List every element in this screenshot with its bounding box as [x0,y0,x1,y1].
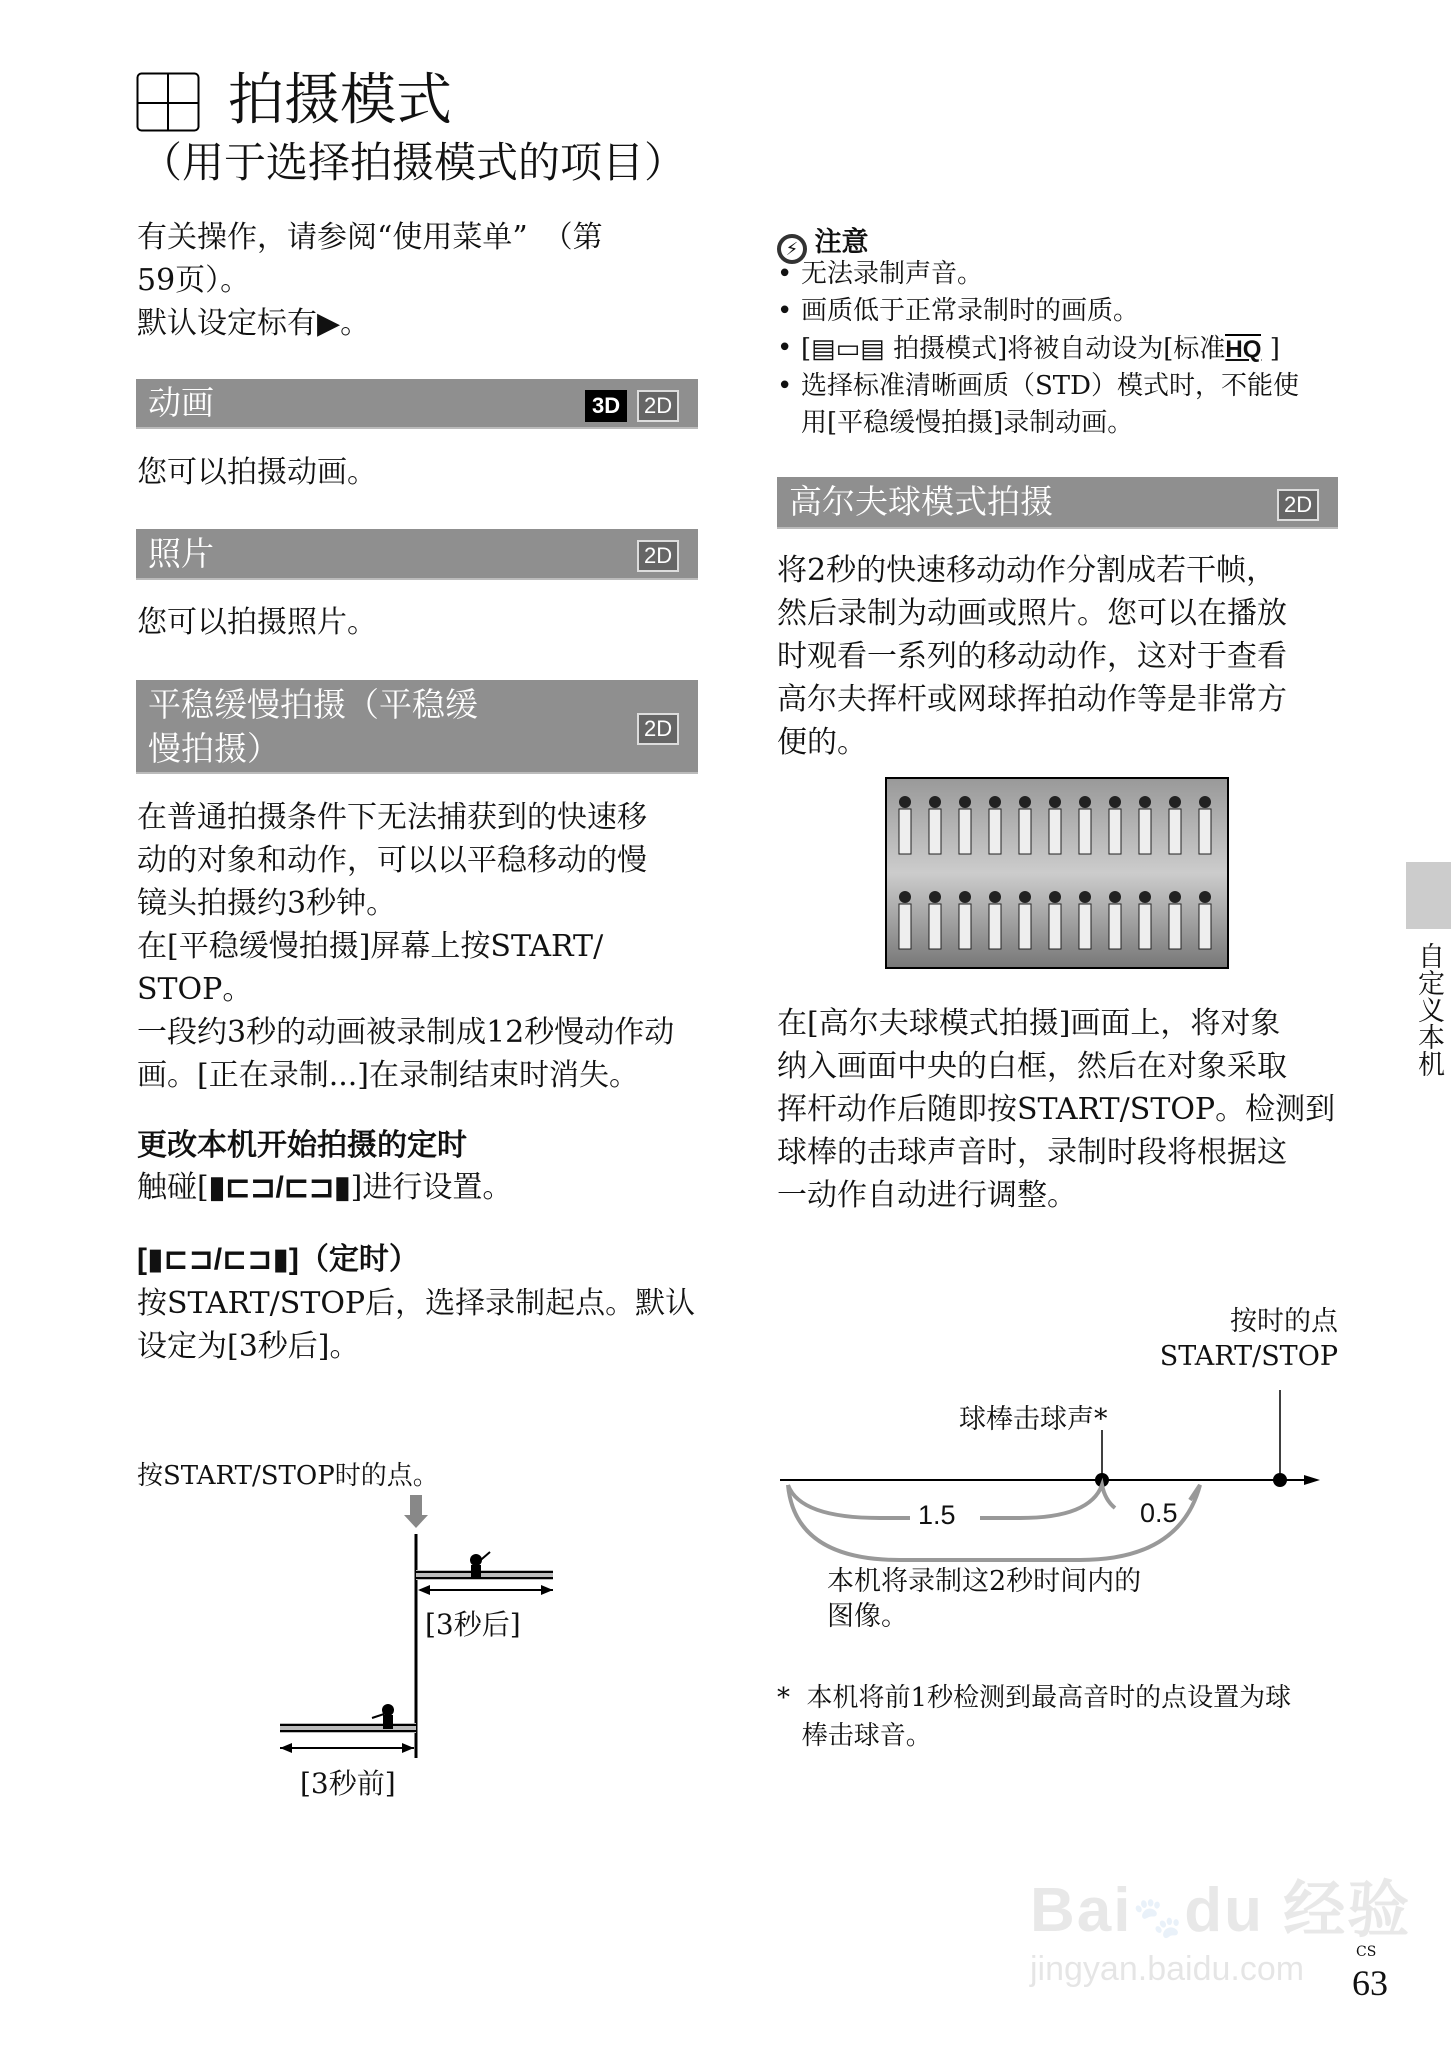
section-title: 平稳缓慢拍摄（平稳缓 [148,686,478,723]
text: ]（定时） [288,1243,419,1276]
note-title: 注意 [814,227,869,257]
text: [ [137,1243,147,1276]
footnote [777,1679,1291,1755]
page-subtitle: （用于选择拍摄模式的项目） [140,139,687,186]
impact-sound-label: 球棒击球声* [959,1404,1108,1435]
side-tab-label: 自定义本机 [1414,942,1444,1077]
section-title: 动画 [148,384,214,421]
golf-instructions [777,1002,1335,1217]
text-line: 便的。 [777,725,867,760]
text-line: 然后录制为动画或照片。您可以在播放 [777,596,1287,631]
text-line: 图像。 [827,1601,908,1632]
caution-icon: ⚡ [777,234,807,264]
timing-diagram [270,1490,570,1790]
section-title: 慢拍摄） [148,730,280,767]
section-bar-smooth-slow [136,680,698,774]
before-impact-duration: 1.5 [918,1500,956,1530]
note-item: • 画质低于正常录制时的画质。 [777,293,1337,330]
watermark-logo: Bai🐾du 经验 [1030,1876,1412,1945]
text-line: 画。[正在录制...]在录制结束时消失。 [137,1058,640,1093]
photo-description: 您可以拍摄照片。 [137,605,377,640]
timing-diagram-caption: 按START/STOP时的点。 [137,1461,439,1491]
after-3s-label: [3秒后] [425,1608,521,1641]
text-line: * 本机将前1秒检测到最高音时的点设置为球 [777,1683,1292,1713]
film-icon: ▤▭▤ [811,333,885,363]
golf-timeline [780,1380,1320,1570]
text-line: STOP。 [137,972,253,1007]
press-point [1273,1473,1287,1487]
text-line: 挥杆动作后随即按START/STOP。检测到 [777,1092,1336,1127]
text-line: 球棒的击球声音时，录制时段将根据这 [777,1135,1287,1170]
badge-2d: 2D [637,390,679,422]
down-arrow-icon [404,1495,428,1528]
section-bar-photo [136,529,698,580]
hq-icon: HQ [1225,336,1262,363]
badge-2d: 2D [1277,489,1319,521]
page-number: 63 [1352,1963,1388,2003]
watermark-url: jingyan.baidu.com [1030,1950,1305,1988]
language-code: CS [1356,1944,1377,1960]
text-line: 棒击球音。 [777,1721,932,1751]
intro-line: 59页）。 [137,263,251,298]
text-line: 用[平稳缓慢拍摄]录制动画。 [801,408,1134,438]
badge-2d: 2D [637,713,679,745]
badge-3d: 3D [585,390,627,422]
note-item: • 无法录制声音。 [777,256,1337,293]
timing-golfer-icon: ▮⊏⊐/⊏⊐▮ [147,1243,289,1276]
page-title: 拍摄模式 [228,68,452,131]
timing-instruction [137,1166,512,1209]
timing-golfer-icon: ▮⊏⊐/⊏⊐▮ [208,1171,351,1204]
text-line: 按START/STOP后，选择录制起点。默认 [137,1286,696,1321]
text-line: 高尔夫挥杆或网球挥拍动作等是非常方 [777,682,1287,717]
section-title: 照片 [148,535,214,572]
side-tab-marker [1406,862,1451,929]
text-line: 镜头拍摄约3秒钟。 [137,886,397,921]
text-line: 在[高尔夫球模式拍摄]画面上，将对象 [777,1006,1281,1041]
note-item [777,330,1337,368]
timing-heading: 更改本机开始拍摄的定时 [137,1129,467,1162]
text-line: 动的对象和动作，可以以平稳移动的慢 [137,843,647,878]
text-line: 在普通拍摄条件下无法捕获到的快速移 [137,800,647,835]
press-point-label [1138,1304,1338,1374]
text-line: 一动作自动进行调整。 [777,1178,1077,1213]
intro-line: 有关操作，请参阅“使用菜单” （第 [137,220,603,255]
section-bar-golf [777,477,1338,529]
text: 触碰[ [137,1170,209,1205]
text-line: START/STOP [1159,1341,1338,1372]
text-line: 设定为[3秒后]。 [137,1329,360,1364]
badge-2d: 2D [637,540,679,572]
text-line: 本机将录制这2秒时间内的 [827,1566,1142,1597]
timing-description [137,1282,695,1368]
note-list [777,256,1337,442]
note-item [777,368,1337,442]
before-3s-label: [3秒前] [300,1767,396,1800]
movie-description: 您可以拍摄动画。 [137,455,377,490]
text-line: 纳入画面中央的白框，然后在对象采取 [777,1049,1287,1084]
text-line: 在[平稳缓慢拍摄]屏幕上按START/ [137,929,604,964]
recording-caption [827,1564,1141,1634]
after-impact-duration: 0.5 [1140,1498,1178,1528]
intro-text [137,216,603,345]
golf-description [777,549,1287,764]
text: 拍摄模式]将被自动设为[标准 [893,334,1226,364]
section-title: 高尔夫球模式拍摄 [789,483,1053,520]
golf-sequence-photo [885,777,1229,969]
shooting-mode-icon [136,72,200,132]
text-line: 时观看一系列的移动动作，这对于查看 [777,639,1287,674]
text-line: 按时的点 [1230,1306,1338,1337]
text: [ [801,334,812,364]
text: ] [1269,334,1280,364]
text-line: 将2秒的快速移动动作分割成若干帧， [777,553,1277,588]
timing-option-heading [137,1234,419,1278]
smooth-description [137,796,674,1097]
text-line: 一段约3秒的动画被录制成12秒慢动作动 [137,1015,675,1050]
text-line: • 选择标准清晰画质（STD）模式时，不能使 [801,371,1299,401]
intro-line: 默认设定标有▶。 [137,306,371,341]
text: ]进行设置。 [350,1170,513,1205]
